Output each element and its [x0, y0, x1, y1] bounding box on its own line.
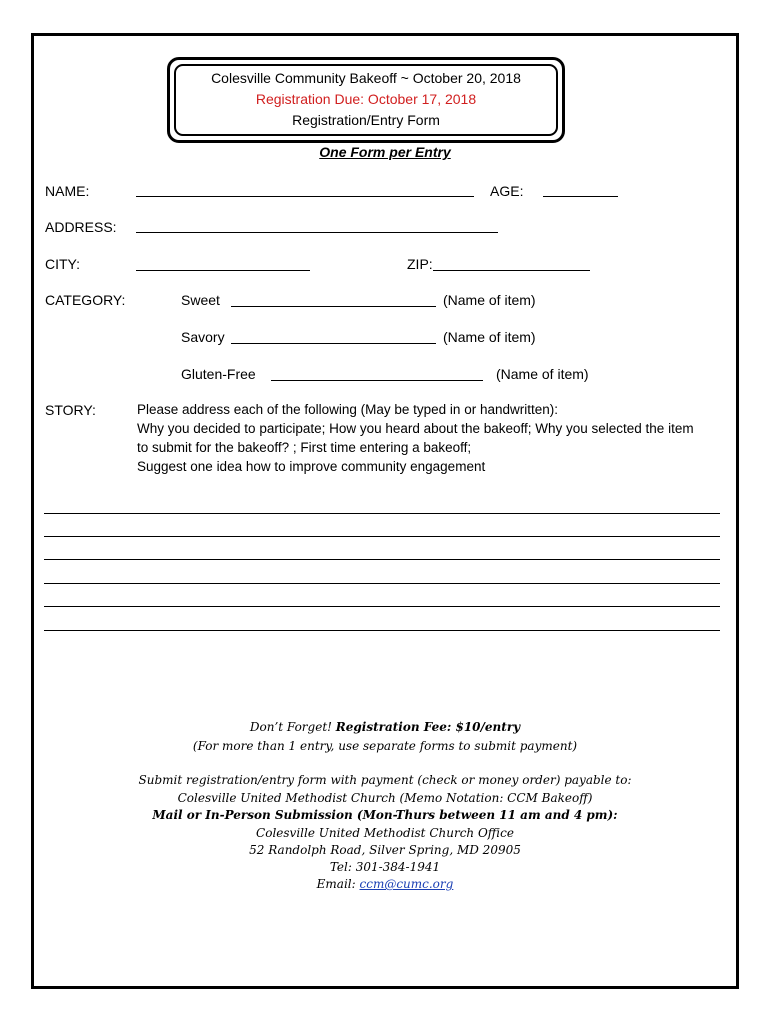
email-line — [0, 877, 770, 891]
name-label: NAME: — [45, 183, 90, 199]
gluten-free-item-hint: (Name of item) — [496, 366, 589, 382]
story-answer-line[interactable] — [44, 513, 720, 514]
form-title: Registration/Entry Form — [292, 112, 440, 128]
city-label: CITY: — [45, 256, 81, 272]
age-field[interactable] — [543, 196, 618, 197]
story-answer-line[interactable] — [44, 583, 720, 584]
story-answer-line[interactable] — [44, 559, 720, 560]
story-answer-line[interactable] — [44, 536, 720, 537]
submission-hours: Mail or In-Person Submission (Mon-Thurs between 11 am and 4 pm): — [152, 808, 618, 822]
sweet-item-field[interactable] — [231, 306, 436, 307]
address-label: ADDRESS: — [45, 219, 117, 235]
savory-item-field[interactable] — [231, 343, 436, 344]
category-gluten-free-label: Gluten-Free — [181, 366, 256, 382]
story-label: STORY: — [45, 402, 96, 418]
event-title: Colesville Community Bakeoff ~ October 20, 2018 — [211, 70, 521, 86]
registration-fee-line — [0, 720, 770, 734]
category-sweet-label: Sweet — [181, 292, 220, 308]
email-label: Email: — [316, 877, 360, 891]
story-answer-line[interactable] — [44, 630, 720, 631]
dont-forget-text: Don’t Forget! — [249, 720, 336, 734]
story-prompt-line: Please address each of the following (May be typed in or handwritten): — [137, 402, 558, 417]
story-prompt-line: Suggest one idea how to improve community engagement — [137, 459, 486, 474]
savory-item-hint: (Name of item) — [443, 329, 536, 345]
email-link[interactable]: ccm@cumc.org — [359, 877, 454, 891]
city-field[interactable] — [136, 270, 310, 271]
registration-due: Registration Due: October 17, 2018 — [255, 91, 477, 107]
registration-fee: Registration Fee: $10/entry — [335, 720, 521, 734]
payee: Colesville United Methodist Church (Memo Notation: CCM Bakeoff) — [177, 791, 593, 805]
story-prompt-line: to submit for the bakeoff? ; First time entering a bakeoff; — [137, 440, 472, 455]
one-form-per-entry: One Form per Entry — [319, 144, 451, 160]
telephone: Tel: 301-384-1941 — [329, 860, 441, 874]
address-field[interactable] — [136, 232, 498, 233]
category-label: CATEGORY: — [45, 292, 126, 308]
gluten-free-item-field[interactable] — [271, 380, 483, 381]
sweet-item-hint: (Name of item) — [443, 292, 536, 308]
story-answer-line[interactable] — [44, 606, 720, 607]
age-label: AGE: — [490, 183, 524, 199]
category-savory-label: Savory — [181, 329, 225, 345]
office-name: Colesville United Methodist Church Office — [256, 826, 514, 840]
street-address: 52 Randolph Road, Silver Spring, MD 20905 — [249, 843, 521, 857]
zip-label: ZIP: — [407, 256, 433, 272]
zip-field[interactable] — [433, 270, 590, 271]
story-prompt-line: Why you decided to participate; How you heard about the bakeoff; Why you selected the item — [137, 421, 694, 436]
multiple-entries-note: (For more than 1 entry, use separate forms to submit payment) — [192, 739, 578, 753]
name-field[interactable] — [136, 196, 474, 197]
payment-instructions: Submit registration/entry form with payment (check or money order) payable to: — [138, 773, 632, 787]
